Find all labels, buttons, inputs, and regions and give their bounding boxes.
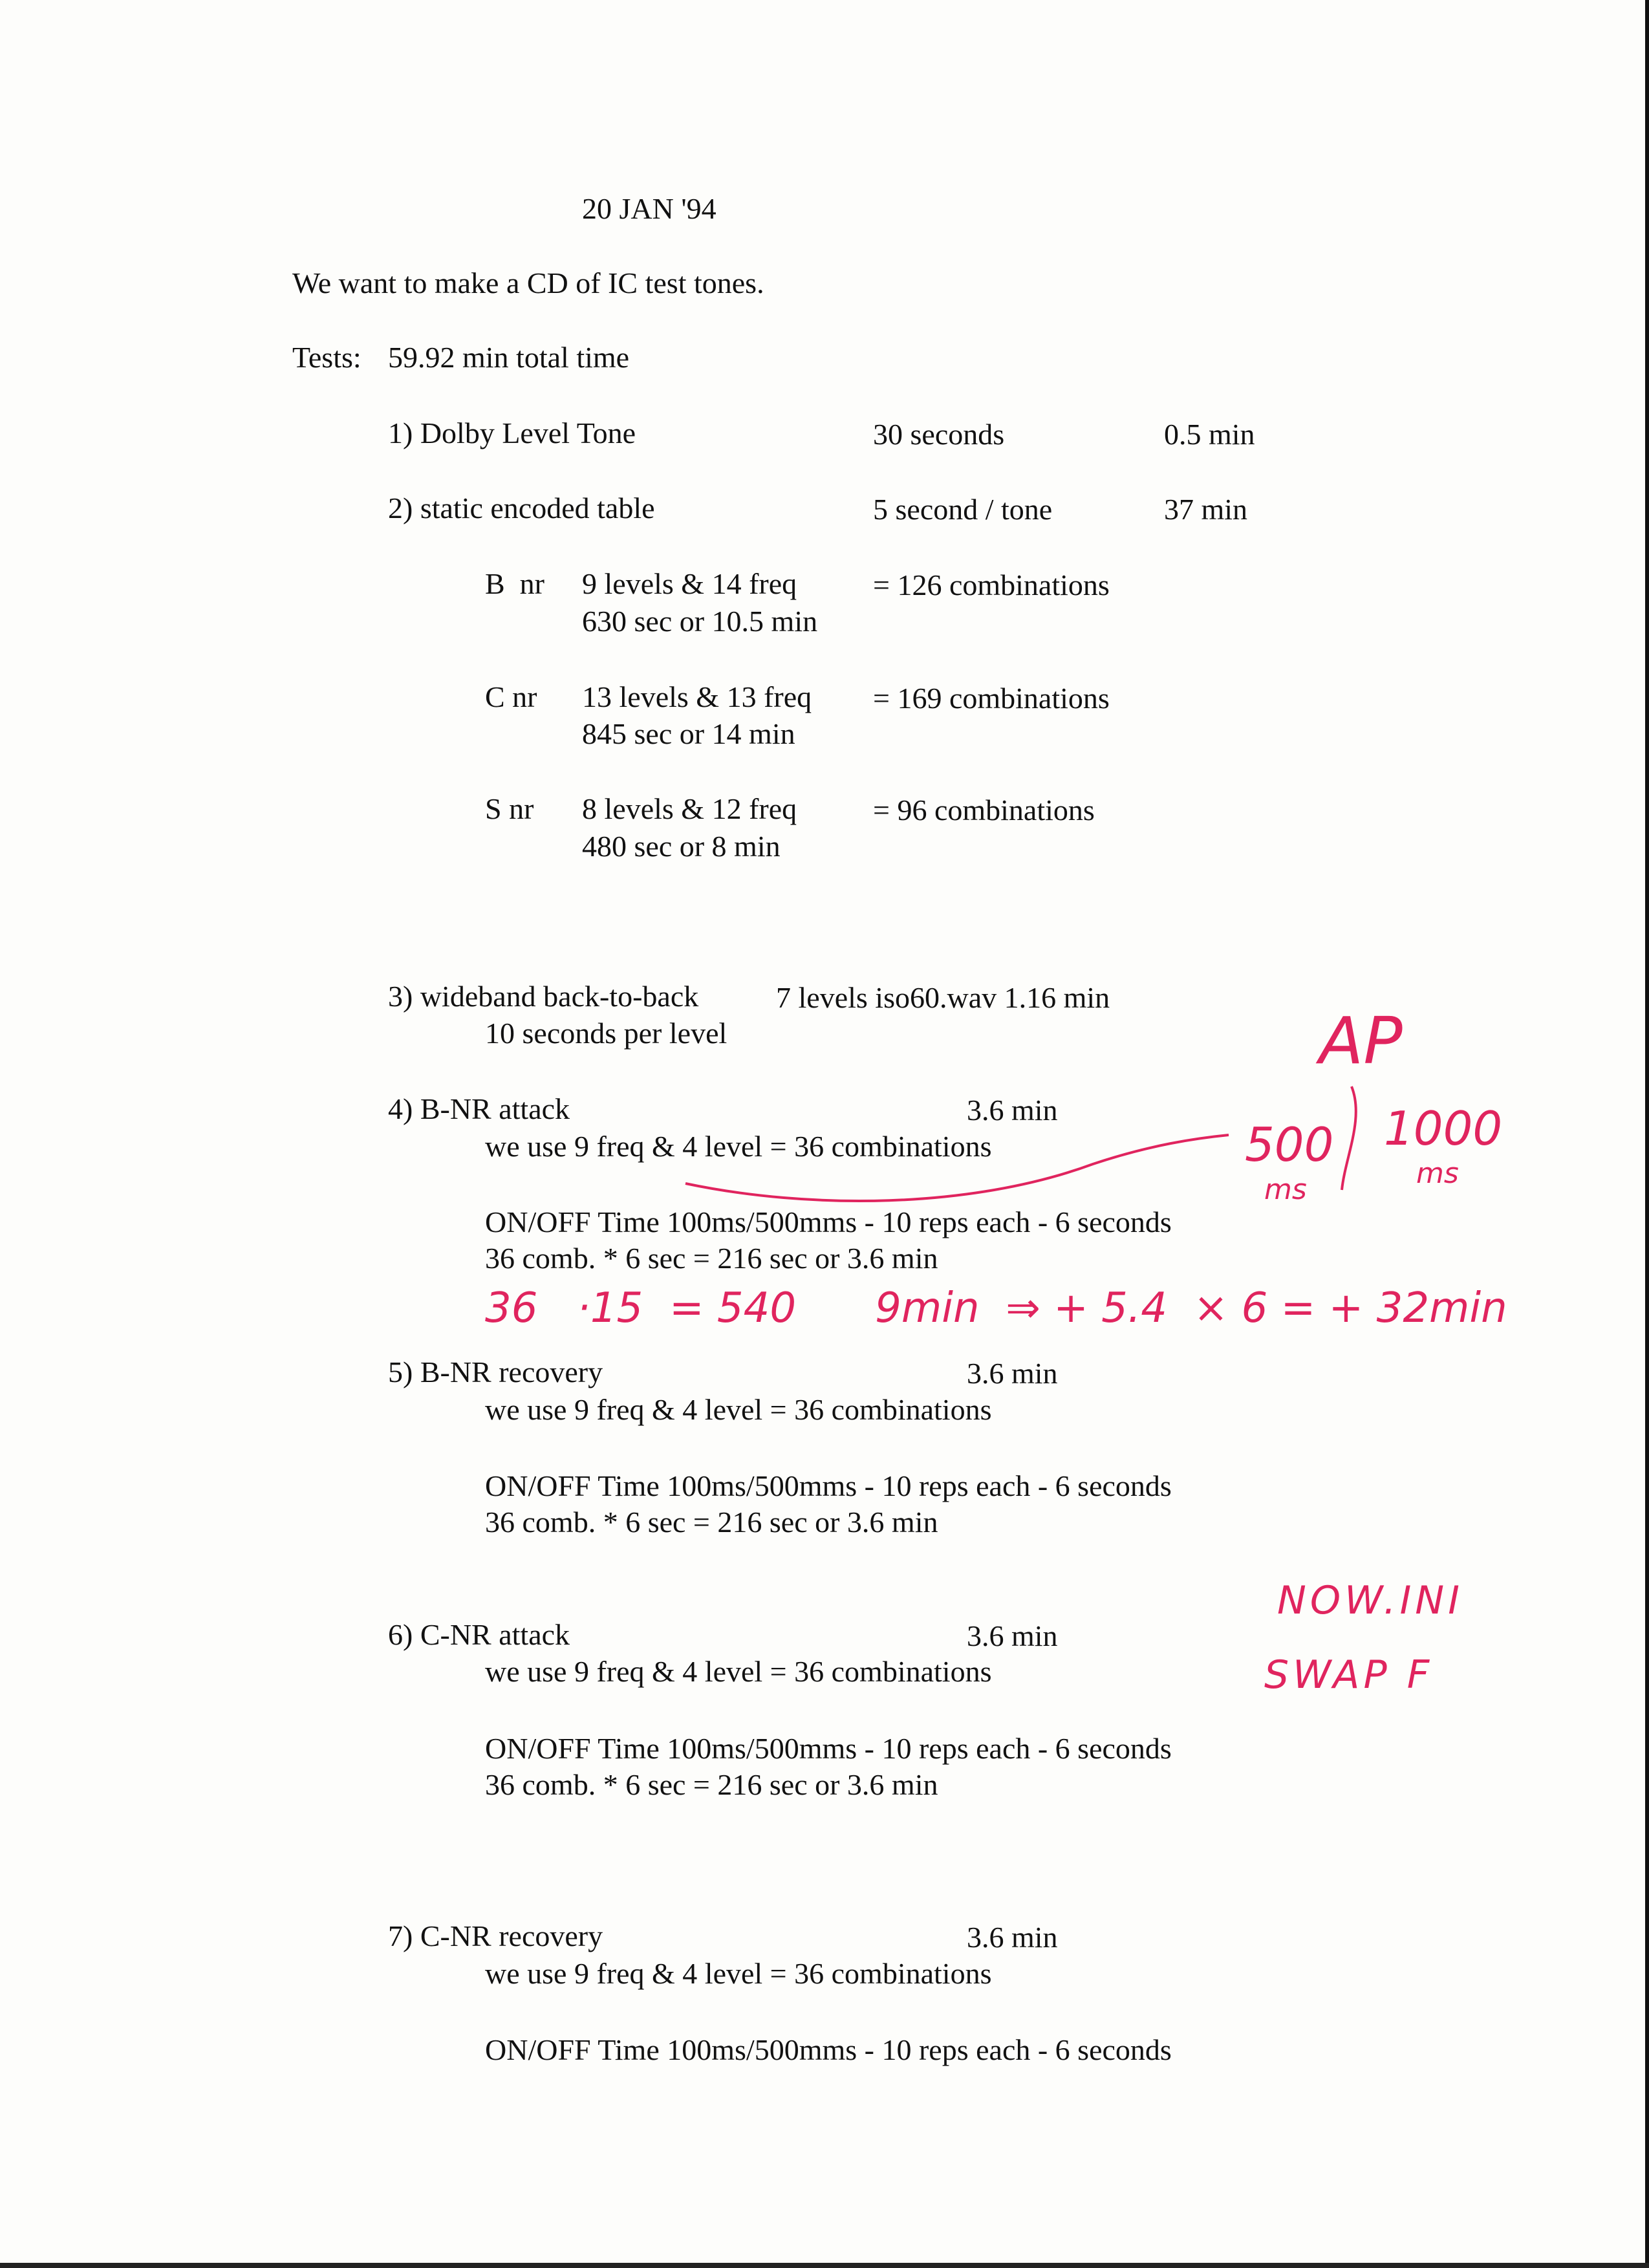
item6-label: 6) C-NR attack bbox=[388, 1618, 570, 1651]
connector-arrow-line bbox=[685, 1135, 1229, 1201]
item4-use: we use 9 freq & 4 level = 36 combinations bbox=[485, 1130, 992, 1163]
item3-sub: 10 seconds per level bbox=[485, 1017, 727, 1050]
item5-onoff: ON/OFF Time 100ms/500mms - 10 reps each - 6 seconds bbox=[485, 1469, 1172, 1502]
item5-use: we use 9 freq & 4 level = 36 combinations bbox=[485, 1393, 992, 1426]
item5-calc: 36 comb. * 6 sec = 216 sec or 3.6 min bbox=[485, 1506, 938, 1539]
item2-label: 2) static encoded table bbox=[388, 491, 655, 524]
b-nr-time: 630 sec or 10.5 min bbox=[582, 605, 818, 638]
s-nr-levels: 8 levels & 12 freq bbox=[582, 792, 797, 825]
tests-label: Tests: bbox=[292, 341, 361, 374]
handwritten-1000: 1000 bbox=[1384, 1101, 1503, 1156]
item7-total: 3.6 min bbox=[967, 1921, 1058, 1954]
b-nr-name: B nr bbox=[485, 567, 544, 600]
c-nr-combos: = 169 combinations bbox=[873, 682, 1110, 715]
item6-onoff: ON/OFF Time 100ms/500mms - 10 reps each - 6 seconds bbox=[485, 1732, 1172, 1765]
handwritten-note-1: NOW.INI bbox=[1277, 1578, 1463, 1623]
intro-line: We want to make a CD of IC test tones. bbox=[292, 266, 764, 299]
handwritten-500-unit: ms bbox=[1264, 1173, 1307, 1206]
item4-calc: 36 comb. * 6 sec = 216 sec or 3.6 min bbox=[485, 1242, 938, 1275]
item4-label: 4) B-NR attack bbox=[388, 1092, 570, 1125]
item1-duration: 30 seconds bbox=[873, 418, 1005, 451]
item3-detail: 7 levels iso60.wav 1.16 min bbox=[776, 981, 1110, 1014]
item6-calc: 36 comb. * 6 sec = 216 sec or 3.6 min bbox=[485, 1768, 938, 1801]
handwritten-500: 500 bbox=[1245, 1118, 1334, 1172]
c-nr-time: 845 sec or 14 min bbox=[582, 717, 795, 750]
handwritten-ap: AP bbox=[1319, 1003, 1403, 1079]
item6-use: we use 9 freq & 4 level = 36 combinations bbox=[485, 1655, 992, 1688]
item1-total: 0.5 min bbox=[1164, 418, 1255, 451]
item4-onoff: ON/OFF Time 100ms/500mms - 10 reps each - 6 seconds bbox=[485, 1205, 1172, 1238]
tests-total: 59.92 min total time bbox=[388, 341, 630, 374]
handwritten-1000-unit: ms bbox=[1416, 1157, 1459, 1190]
handwritten-calc-line: 36 ·15 = 540 9min ⇒ + 5.4 × 6 = + 32min bbox=[485, 1284, 1507, 1332]
item7-use: we use 9 freq & 4 level = 36 combinations bbox=[485, 1957, 992, 1990]
slash-stroke bbox=[1342, 1086, 1356, 1190]
item2-duration: 5 second / tone bbox=[873, 493, 1053, 526]
date: 20 JAN '94 bbox=[582, 192, 717, 225]
item4-total: 3.6 min bbox=[967, 1094, 1058, 1127]
item3-label: 3) wideband back-to-back bbox=[388, 980, 699, 1013]
s-nr-combos: = 96 combinations bbox=[873, 794, 1095, 826]
item5-label: 5) B-NR recovery bbox=[388, 1355, 603, 1388]
handwritten-note-2: SWAP F bbox=[1264, 1652, 1434, 1698]
item5-total: 3.6 min bbox=[967, 1357, 1058, 1390]
s-nr-time: 480 sec or 8 min bbox=[582, 830, 781, 863]
c-nr-levels: 13 levels & 13 freq bbox=[582, 680, 812, 713]
b-nr-combos: = 126 combinations bbox=[873, 568, 1110, 601]
b-nr-levels: 9 levels & 14 freq bbox=[582, 567, 797, 600]
item7-label: 7) C-NR recovery bbox=[388, 1919, 603, 1952]
s-nr-name: S nr bbox=[485, 792, 534, 825]
item6-total: 3.6 min bbox=[967, 1619, 1058, 1652]
item7-onoff: ON/OFF Time 100ms/500mms - 10 reps each - 6 seconds bbox=[485, 2033, 1172, 2066]
item1-label: 1) Dolby Level Tone bbox=[388, 416, 636, 449]
item2-total: 37 min bbox=[1164, 493, 1248, 526]
c-nr-name: C nr bbox=[485, 680, 537, 713]
